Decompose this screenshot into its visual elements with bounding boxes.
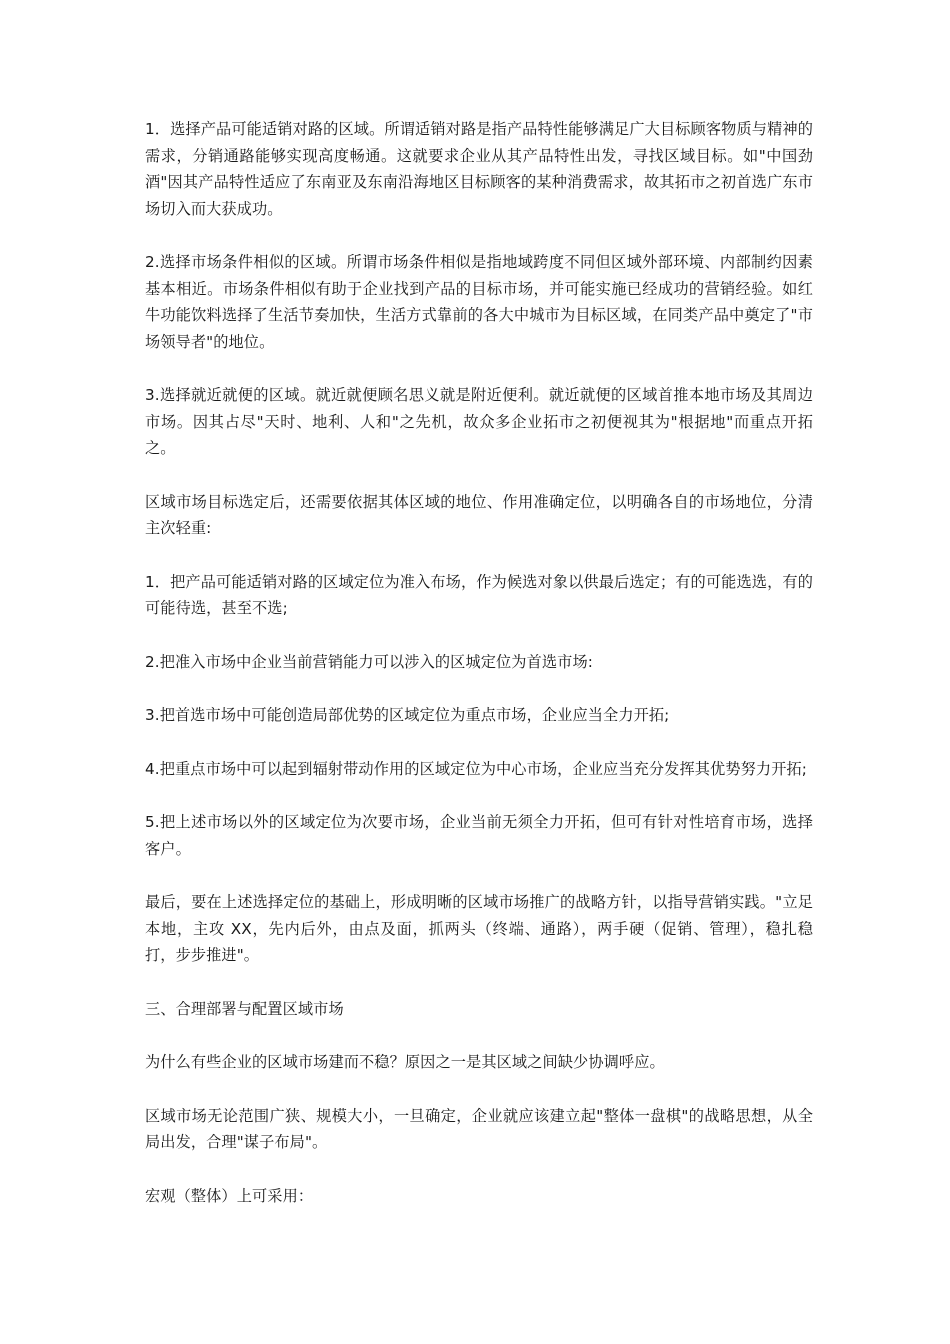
paragraph-8: 4.把重点市场中可以起到辐射带动作用的区域定位为中心市场，企业应当充分发挥其优势努力开拓; [145, 759, 807, 778]
paragraph-10: 最后，要在上述选择定位的基础上，形成明晰的区域市场推广的战略方针，以指导营销实践。"立足本地，主攻 XX，先内后外，由点及面，抓两头（终端、通路），两手硬（促销、管理），稳扎稳打，步步推进"。 [145, 893, 813, 964]
paragraph-2: 2.选择市场条件相似的区域。所谓市场条件相似是指地域跨度不同但区域外部环境、内部制约因素基本相近。市场条件相似有助于企业找到产品的目标市场，并可能实施已经成功的营销经验。如红牛功能饮料选择了生活节奏加快，生活方式靠前的各大中城市为目标区域，在同类产品中奠定了"市场领导者"的地位。 [145, 253, 813, 351]
paragraph-1: 1．选择产品可能适销对路的区域。所谓适销对路是指产品特性能够满足广大目标顾客物质与精神的需求，分销通路能够实现高度畅通。这就要求企业从其产品特性出发，寻找区域目标。如"中国劲酒"因其产品特性适应了东南亚及东南沿海地区目标顾客的某种消费需求，故其拓市之初首选广东市场切入而大获成功。 [145, 120, 813, 218]
paragraph-7: 3.把首选市场中可能创造局部优势的区域定位为重点市场，企业应当全力开拓; [145, 706, 670, 724]
paragraph-6: 2.把准入市场中企业当前营销能力可以涉入的区城定位为首选市场: [145, 652, 593, 671]
paragraph-12: 为什么有些企业的区域市场建而不稳？原因之一是其区域之间缺少协调呼应。 [145, 1053, 665, 1071]
paragraph-13: 区域市场无论范围广狭、规模大小，一旦确定，企业就应该建立起"整体一盘棋"的战略思想，从全局出发，合理"谋子布局"。 [145, 1106, 813, 1151]
paragraph-5: 1．把产品可能适销对路的区域定位为准入布场，作为候选对象以供最后选定；有的可能选选，有的可能待选，甚至不选; [145, 572, 813, 617]
paragraph-3: 3.选择就近就便的区域。就近就便顾名思义就是附近便利。就近就便的区域首推本地市场及其周边市场。因其占尽"天时、地利、人和"之先机，故众多企业拓市之初便视其为"根据地"而重点开拓之。 [145, 386, 813, 457]
section-heading: 三、合理部署与配置区域市场 [145, 999, 344, 1018]
paragraph-4: 区域市场目标选定后，还需要依据其体区域的地位、作用准确定位，以明确各自的市场地位，分清主次轻重: [145, 492, 813, 537]
paragraph-9: 5.把上述市场以外的区域定位为次要市场，企业当前无须全力开拓，但可有针对性培育市场，选择客户。 [145, 813, 813, 858]
document-page [145, 116, 813, 1236]
paragraph-14: 宏观（整体）上可采用： [145, 1186, 314, 1205]
